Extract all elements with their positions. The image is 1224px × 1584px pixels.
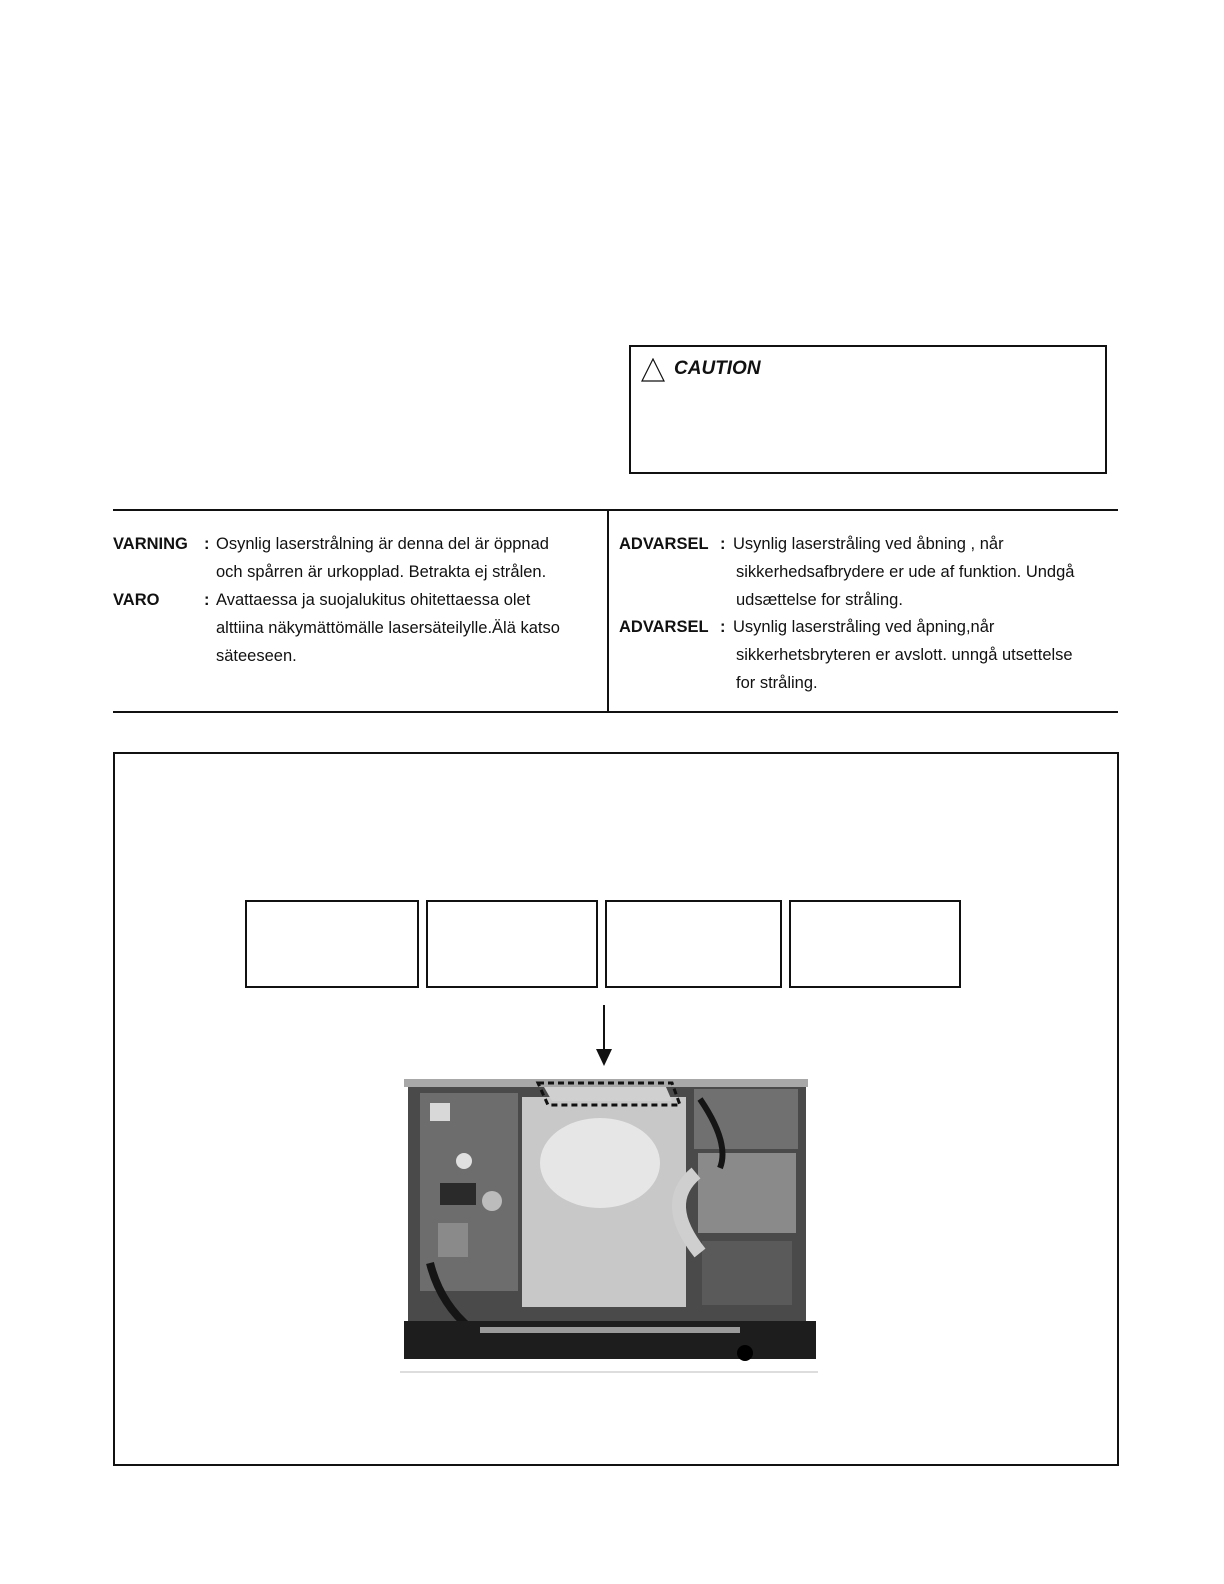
caution-title: CAUTION [674,358,761,379]
warning-text: sikkerhetsbryteren er avslott. unngå utsettelse [736,646,1073,664]
table-bottom-rule [113,711,1118,713]
warning-text: Avattaessa ja suojalukitus ohitettaessa olet [216,591,531,609]
chassis-top-view-image [400,1003,820,1381]
warning-key-advarsel-no: ADVARSEL [619,618,709,636]
warning-text: udsættelse for stråling. [736,591,903,609]
label-slot [789,900,961,988]
warning-text: Usynlig laserstråling ved åbning , når [733,535,1004,553]
warning-text: Usynlig laserstråling ved åpning,når [733,618,995,636]
warning-key-advarsel-da: ADVARSEL [619,535,709,553]
warning-key-varo: VARO [113,591,160,609]
warning-text: Osynlig laserstrålning är denna del är öppnad [216,535,549,553]
warning-colon: : [720,618,726,636]
warning-text: sikkerhedsafbrydere er ude af funktion. Undgå [736,563,1075,581]
warning-key-varning: VARNING [113,535,188,553]
warning-colon: : [204,591,210,609]
warning-colon: : [720,535,726,553]
warning-colon: : [204,535,210,553]
label-slot [605,900,782,988]
warning-triangle-icon [641,358,665,382]
caution-box [629,345,1107,474]
down-arrow-icon [596,1005,612,1066]
label-slot [426,900,598,988]
table-top-rule [113,509,1118,511]
warning-text: säteeseen. [216,647,297,665]
warning-text: for stråling. [736,674,818,692]
table-divider [607,509,609,713]
warning-text: alttiina näkymättömälle lasersäteilylle.Älä katso [216,619,560,637]
label-slot [245,900,419,988]
warning-text: och spårren är urkopplad. Betrakta ej strålen. [216,563,547,581]
